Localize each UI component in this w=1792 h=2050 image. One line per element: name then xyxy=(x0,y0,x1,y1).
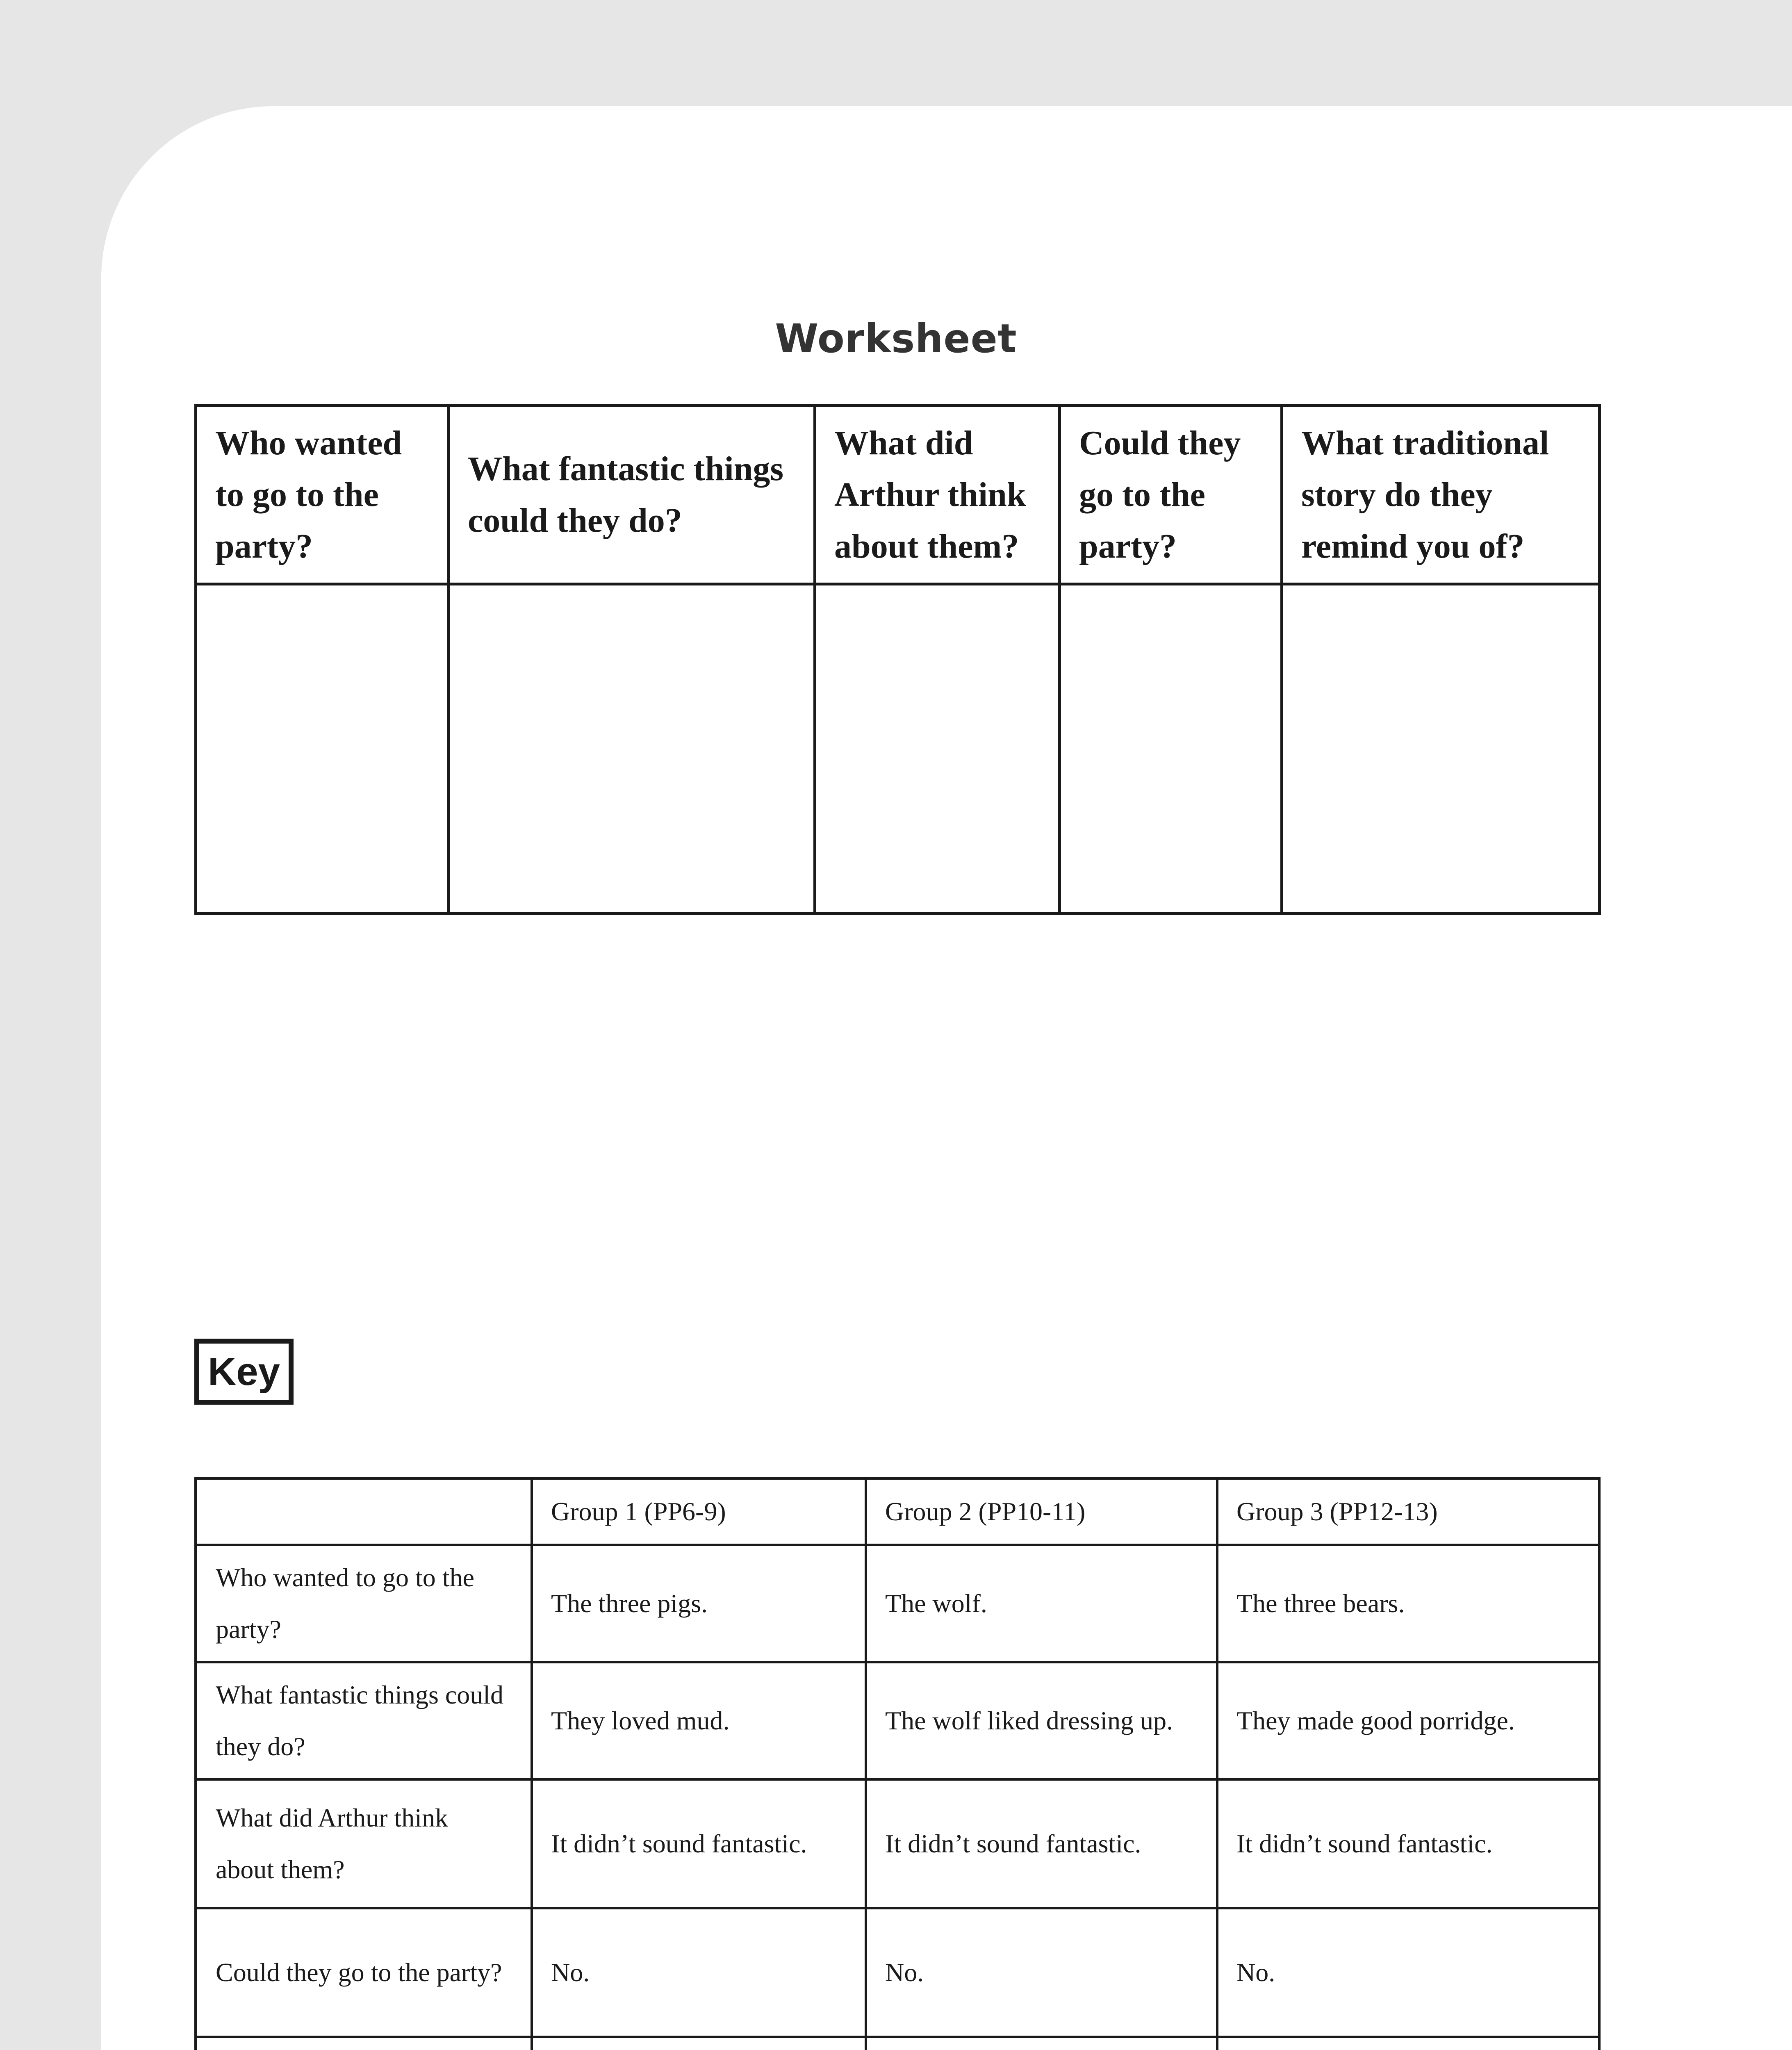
key-header-row xyxy=(196,1478,1599,1545)
key-row-question xyxy=(196,2037,532,2050)
worksheet-answer-cell[interactable] xyxy=(1282,584,1600,913)
worksheet-header-cell: What did Arthur think about them? xyxy=(815,406,1060,584)
key-header-cell: Group 3 (PP12-13) xyxy=(1217,1478,1599,1545)
key-cell xyxy=(532,2037,866,2050)
worksheet-table xyxy=(194,404,1601,915)
key-row xyxy=(196,2037,1599,2050)
key-cell: The three pigs. xyxy=(532,1545,866,1662)
key-cell: The wolf liked dressing up. xyxy=(866,1662,1217,1779)
worksheet-answer-row xyxy=(196,584,1600,913)
key-cell xyxy=(866,2037,1217,2050)
key-row-question: Could they go to the party? xyxy=(196,1908,532,2037)
key-cell: No. xyxy=(866,1908,1217,2037)
worksheet-answer-cell[interactable] xyxy=(196,584,449,913)
key-header-cell: Group 1 (PP6-9) xyxy=(532,1478,866,1545)
key-row-question: What fantastic things could they do? xyxy=(196,1662,532,1779)
worksheet-header-cell: Who wanted to go to the party? xyxy=(196,406,449,584)
worksheet-answer-cell[interactable] xyxy=(449,584,815,913)
key-header-cell xyxy=(196,1478,532,1545)
key-row xyxy=(196,1779,1599,1908)
key-cell xyxy=(1217,2037,1599,2050)
worksheet-header-cell: Could they go to the party? xyxy=(1060,406,1282,584)
key-cell: It didn’t sound fantastic. xyxy=(532,1779,866,1908)
key-row xyxy=(196,1908,1599,2037)
worksheet-answer-cell[interactable] xyxy=(815,584,1060,913)
worksheet-header-cell: What fantastic things could they do? xyxy=(449,406,815,584)
worksheet-header-cell: What traditional story do they remind you of? xyxy=(1282,406,1600,584)
worksheet-header-row xyxy=(196,406,1600,584)
key-cell: It didn’t sound fantastic. xyxy=(866,1779,1217,1908)
key-cell: They loved mud. xyxy=(532,1662,866,1779)
key-row xyxy=(196,1545,1599,1662)
key-row-question: Who wanted to go to the party? xyxy=(196,1545,532,1662)
key-row xyxy=(196,1662,1599,1779)
key-header-cell: Group 2 (PP10-11) xyxy=(866,1478,1217,1545)
key-cell: It didn’t sound fantastic. xyxy=(1217,1779,1599,1908)
key-cell: No. xyxy=(1217,1908,1599,2037)
worksheet-title: Worksheet xyxy=(775,316,1017,362)
key-cell: The wolf. xyxy=(866,1545,1217,1662)
key-table xyxy=(194,1477,1601,2050)
key-cell: They made good porridge. xyxy=(1217,1662,1599,1779)
worksheet-answer-cell[interactable] xyxy=(1060,584,1282,913)
key-label: Key xyxy=(194,1339,294,1405)
key-cell: No. xyxy=(532,1908,866,2037)
key-row-question: What did Arthur think about them? xyxy=(196,1779,532,1908)
key-cell: The three bears. xyxy=(1217,1545,1599,1662)
